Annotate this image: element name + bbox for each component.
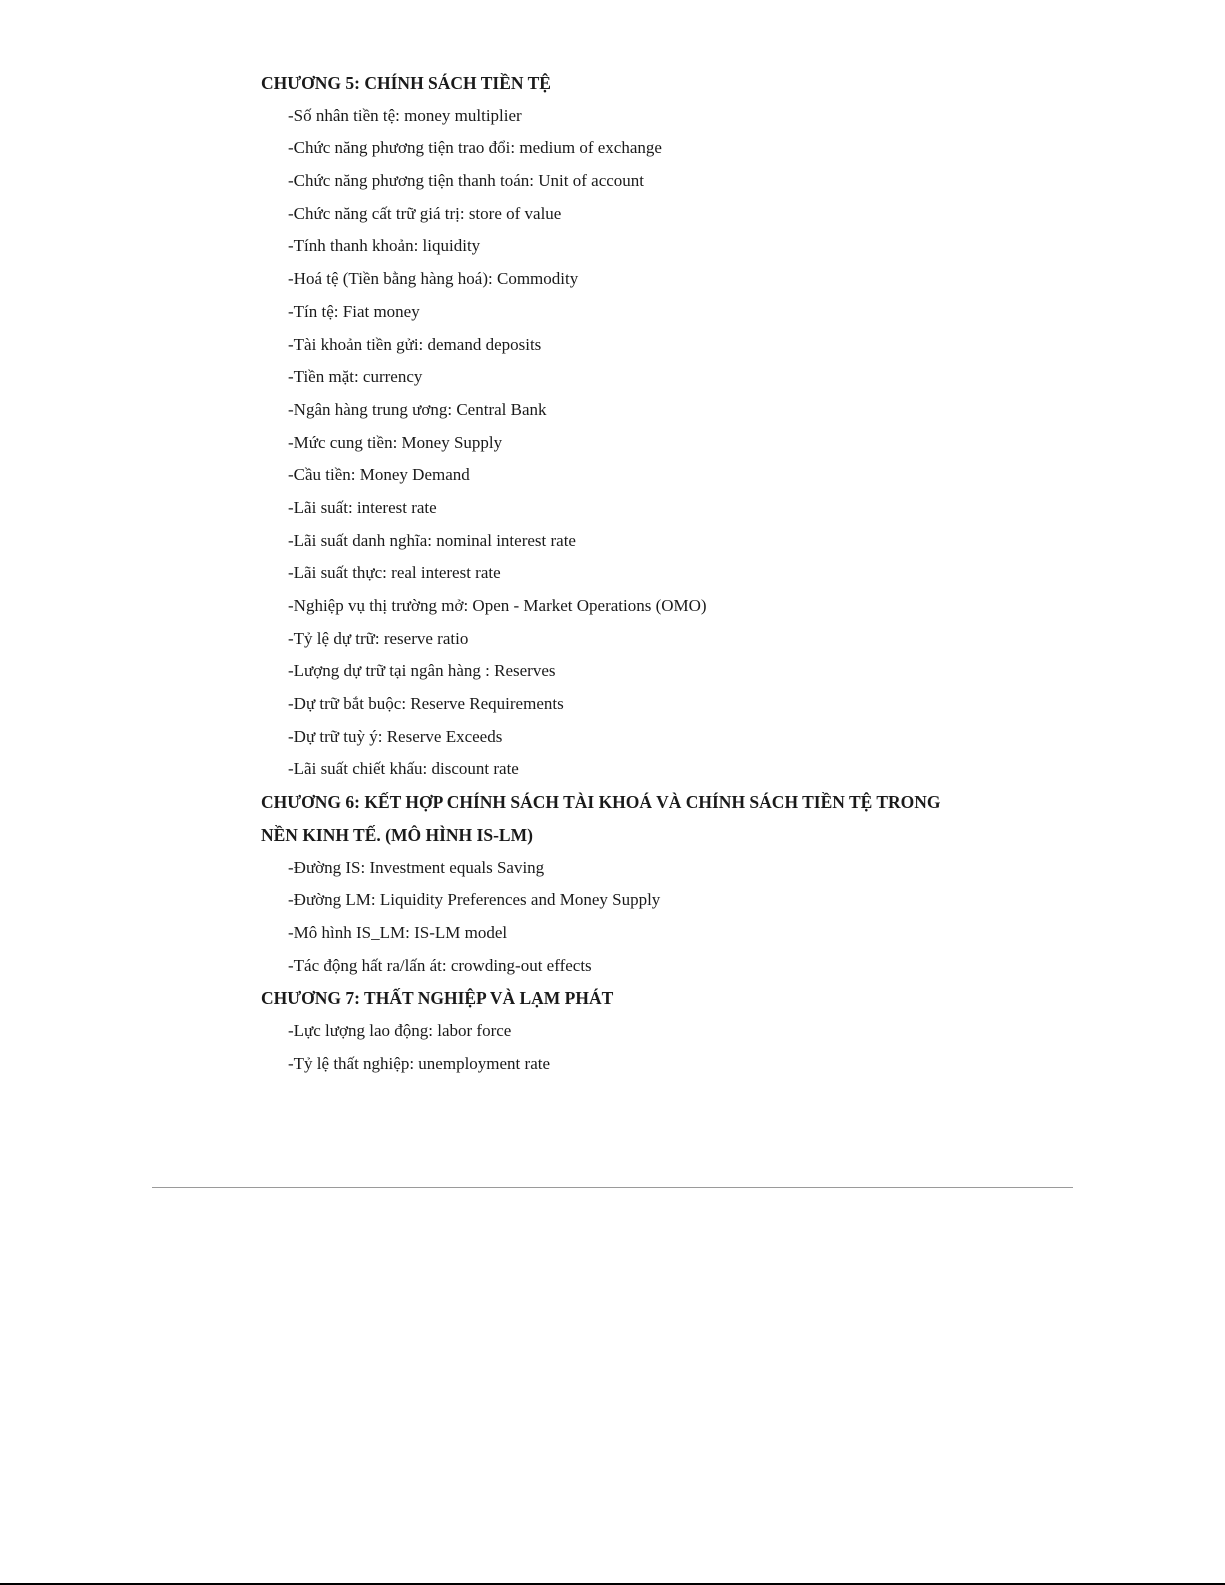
term-item: -Lực lượng lao động: labor force [288,1020,512,1040]
term-item: -Tỷ lệ dự trữ: reserve ratio [288,628,469,648]
document-page [0,67,1225,1080]
term-item: -Mô hình IS_LM: IS-LM model [288,922,508,942]
term-item: -Tài khoản tiền gửi: demand deposits [288,334,542,354]
chapter-7-heading: CHƯƠNG 7: THẤT NGHIỆP VÀ LẠM PHÁT [261,988,614,1009]
term-item: -Tác động hất ra/lấn át: crowding-out effects [288,955,592,975]
term-item: -Chức năng phương tiện thanh toán: Unit of account [288,171,645,191]
term-item: -Tiền mặt: currency [288,367,423,387]
term-item: -Ngân hàng trung ương: Central Bank [288,399,547,419]
term-item: -Lãi suất chiết khấu: discount rate [288,759,519,779]
term-item: -Đường IS: Investment equals Saving [288,857,545,877]
term-item: -Tính thanh khoản: liquidity [288,236,481,256]
chapter-6-heading-line-2: NỀN KINH TẾ. (MÔ HÌNH IS-LM) [261,824,533,845]
term-item: -Hoá tệ (Tiền bằng hàng hoá): Commodity [288,269,579,289]
term-item: -Dự trữ bắt buộc: Reserve Requirements [288,694,564,714]
term-item: -Lãi suất: interest rate [288,497,437,517]
term-item: -Tỷ lệ thất nghiệp: unemployment rate [288,1053,551,1073]
chapter-6-heading-line-1: CHƯƠNG 6: KẾT HỢP CHÍNH SÁCH TÀI KHOÁ VÀ CHÍNH SÁCH TIỀN TỆ TRONG [261,792,941,813]
term-item: -Lượng dự trữ tại ngân hàng : Reserves [288,661,556,681]
term-item: -Số nhân tiền tệ: money multiplier [288,105,522,125]
term-item: -Tín tệ: Fiat money [288,301,420,321]
page-separator-line [152,1187,1073,1188]
term-item: -Đường LM: Liquidity Preferences and Money Supply [288,890,661,910]
term-item: -Lãi suất thực: real interest rate [288,563,501,583]
term-item: -Lãi suất danh nghĩa: nominal interest rate [288,530,576,550]
term-item: -Chức năng cất trữ giá trị: store of value [288,203,562,223]
term-item: -Chức năng phương tiện trao đổi: medium of exchange [288,138,662,158]
term-item: -Dự trữ tuỳ ý: Reserve Exceeds [288,726,503,746]
term-item: -Nghiệp vụ thị trường mở: Open - Market Operations (OMO) [288,596,707,615]
chapter-5-heading: CHƯƠNG 5: CHÍNH SÁCH TIỀN TỆ [261,73,551,93]
term-item: -Cầu tiền: Money Demand [288,465,470,485]
term-item: -Mức cung tiền: Money Supply [288,432,503,452]
